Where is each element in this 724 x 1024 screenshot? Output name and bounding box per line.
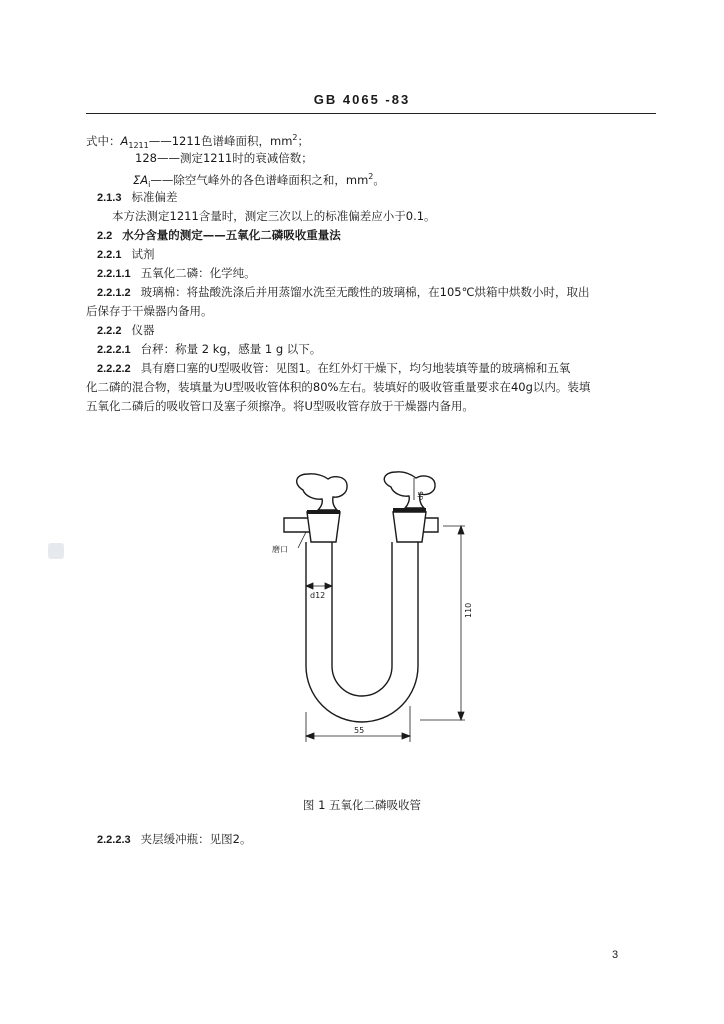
label-diameter: d12 bbox=[310, 591, 326, 600]
section-number: 2.2.1.2 bbox=[97, 287, 131, 299]
section-2-1-3-heading bbox=[97, 189, 177, 206]
section-2-2-1-heading bbox=[97, 246, 154, 263]
label-height: 110 bbox=[464, 602, 473, 618]
height-arrow-top bbox=[458, 526, 464, 534]
right-stopper-band bbox=[393, 508, 426, 512]
section-2-2-2-2-line-2: 化二磷的混合物，装填量为U型吸收管体积的80%左右。装填好的吸收管重量要求在40g以内。装填 bbox=[86, 380, 591, 394]
formula-a-sub: 1211 bbox=[128, 141, 149, 151]
mouth-leader-line bbox=[298, 532, 306, 548]
section-text: 具有磨口塞的U型吸收管：见图1。在红外灯干燥下，均匀地装填等量的玻璃棉和五氧 bbox=[140, 361, 571, 375]
formula-lead: 式中： bbox=[86, 133, 121, 148]
left-side-arm bbox=[284, 518, 309, 532]
section-number: 2.2.1.1 bbox=[97, 268, 131, 280]
scan-smudge bbox=[48, 543, 64, 559]
section-number: 2.2.2.2 bbox=[97, 363, 131, 375]
section-number: 2.2.2 bbox=[97, 325, 122, 337]
section-2-2-2-2-line-1 bbox=[97, 360, 570, 377]
section-title: 水分含量的测定——五氧化二磷吸收重量法 bbox=[122, 228, 341, 242]
section-number: 2.2.1 bbox=[97, 249, 122, 261]
formula-a-symbol: A bbox=[120, 133, 129, 148]
section-2-2-1-1 bbox=[97, 265, 256, 282]
formula-n-label: 128 bbox=[135, 151, 157, 165]
section-2-2-2-3 bbox=[97, 831, 251, 848]
section-2-2-1-2-line-1 bbox=[97, 284, 590, 301]
formula-n-desc: ——测定1211时的衰减倍数； bbox=[156, 151, 313, 165]
label-mouth: 磨口 bbox=[272, 545, 288, 554]
section-title: 标准偏差 bbox=[131, 190, 178, 204]
section-text: 夹层缓冲瓶：见图2。 bbox=[140, 832, 252, 846]
section-2-2-2-2-line-3: 五氧化二磷后的吸收管口及塞子须擦净。将U型吸收管存放于干燥器内备用。 bbox=[86, 399, 474, 413]
header-rule bbox=[86, 113, 656, 114]
right-side-arm bbox=[424, 518, 438, 532]
figure-caption: 图 1 五氧化二磷吸收管 bbox=[302, 798, 422, 812]
label-width: 55 bbox=[354, 726, 365, 735]
right-ground-joint bbox=[393, 512, 426, 542]
section-text: 台秤：称量 2 kg，感量 1 g 以下。 bbox=[140, 342, 322, 356]
section-2-2-2-1 bbox=[97, 341, 321, 358]
width-arrow-right bbox=[402, 733, 410, 739]
formula-sum-desc: ——除空气峰外的各色谱峰面积之和，mm bbox=[150, 172, 369, 187]
formula-sum-unit-sup: 2 bbox=[368, 172, 374, 181]
left-stopper-band bbox=[307, 510, 340, 514]
section-number: 2.2 bbox=[97, 230, 113, 242]
formula-line-2 bbox=[135, 150, 313, 166]
section-2-1-3-text: 本方法测定1211含量时，测定三次以上的标准偏差应小于0.1。 bbox=[112, 209, 436, 223]
u-tube-outer-wall bbox=[306, 542, 418, 722]
page-header: GB 4065 -83 bbox=[313, 92, 411, 107]
section-2-2-1-2-line-2: 后保存于干燥器内备用。 bbox=[86, 304, 213, 318]
formula-a-unit-sup: 2 bbox=[292, 133, 298, 142]
formula-sum-symbol: ΣA bbox=[133, 172, 149, 187]
label-top-diameter: d5 bbox=[417, 491, 425, 500]
diameter-arrow-right bbox=[325, 583, 332, 589]
formula-a-end: ； bbox=[297, 133, 309, 148]
section-2-2-2-heading bbox=[97, 322, 154, 339]
figure-u-tube bbox=[260, 470, 490, 750]
u-tube-inner-wall bbox=[332, 542, 392, 696]
section-number: 2.1.3 bbox=[97, 192, 122, 204]
page-number: 3 bbox=[612, 949, 619, 961]
section-title: 仪器 bbox=[131, 323, 155, 337]
formula-a-desc: ——1211色谱峰面积，mm bbox=[148, 133, 293, 148]
section-number: 2.2.2.3 bbox=[97, 834, 131, 846]
section-number: 2.2.2.1 bbox=[97, 344, 131, 356]
diameter-arrow-left bbox=[306, 583, 313, 589]
section-text: 五氧化二磷：化学纯。 bbox=[140, 266, 256, 280]
left-stopper-head bbox=[297, 474, 347, 510]
formula-sum-sub: i bbox=[148, 180, 151, 190]
formula-sum-end: 。 bbox=[373, 172, 385, 187]
section-text: 玻璃棉：将盐酸洗涤后并用蒸馏水洗至无酸性的玻璃棉，在105℃烘箱中烘数小时，取出 bbox=[140, 285, 590, 299]
section-2-2-heading bbox=[97, 227, 341, 244]
width-arrow-left bbox=[306, 733, 314, 739]
right-stopper-head bbox=[384, 472, 435, 508]
height-arrow-bottom bbox=[458, 712, 464, 720]
left-ground-joint bbox=[307, 512, 340, 542]
section-title: 试剂 bbox=[131, 247, 155, 261]
